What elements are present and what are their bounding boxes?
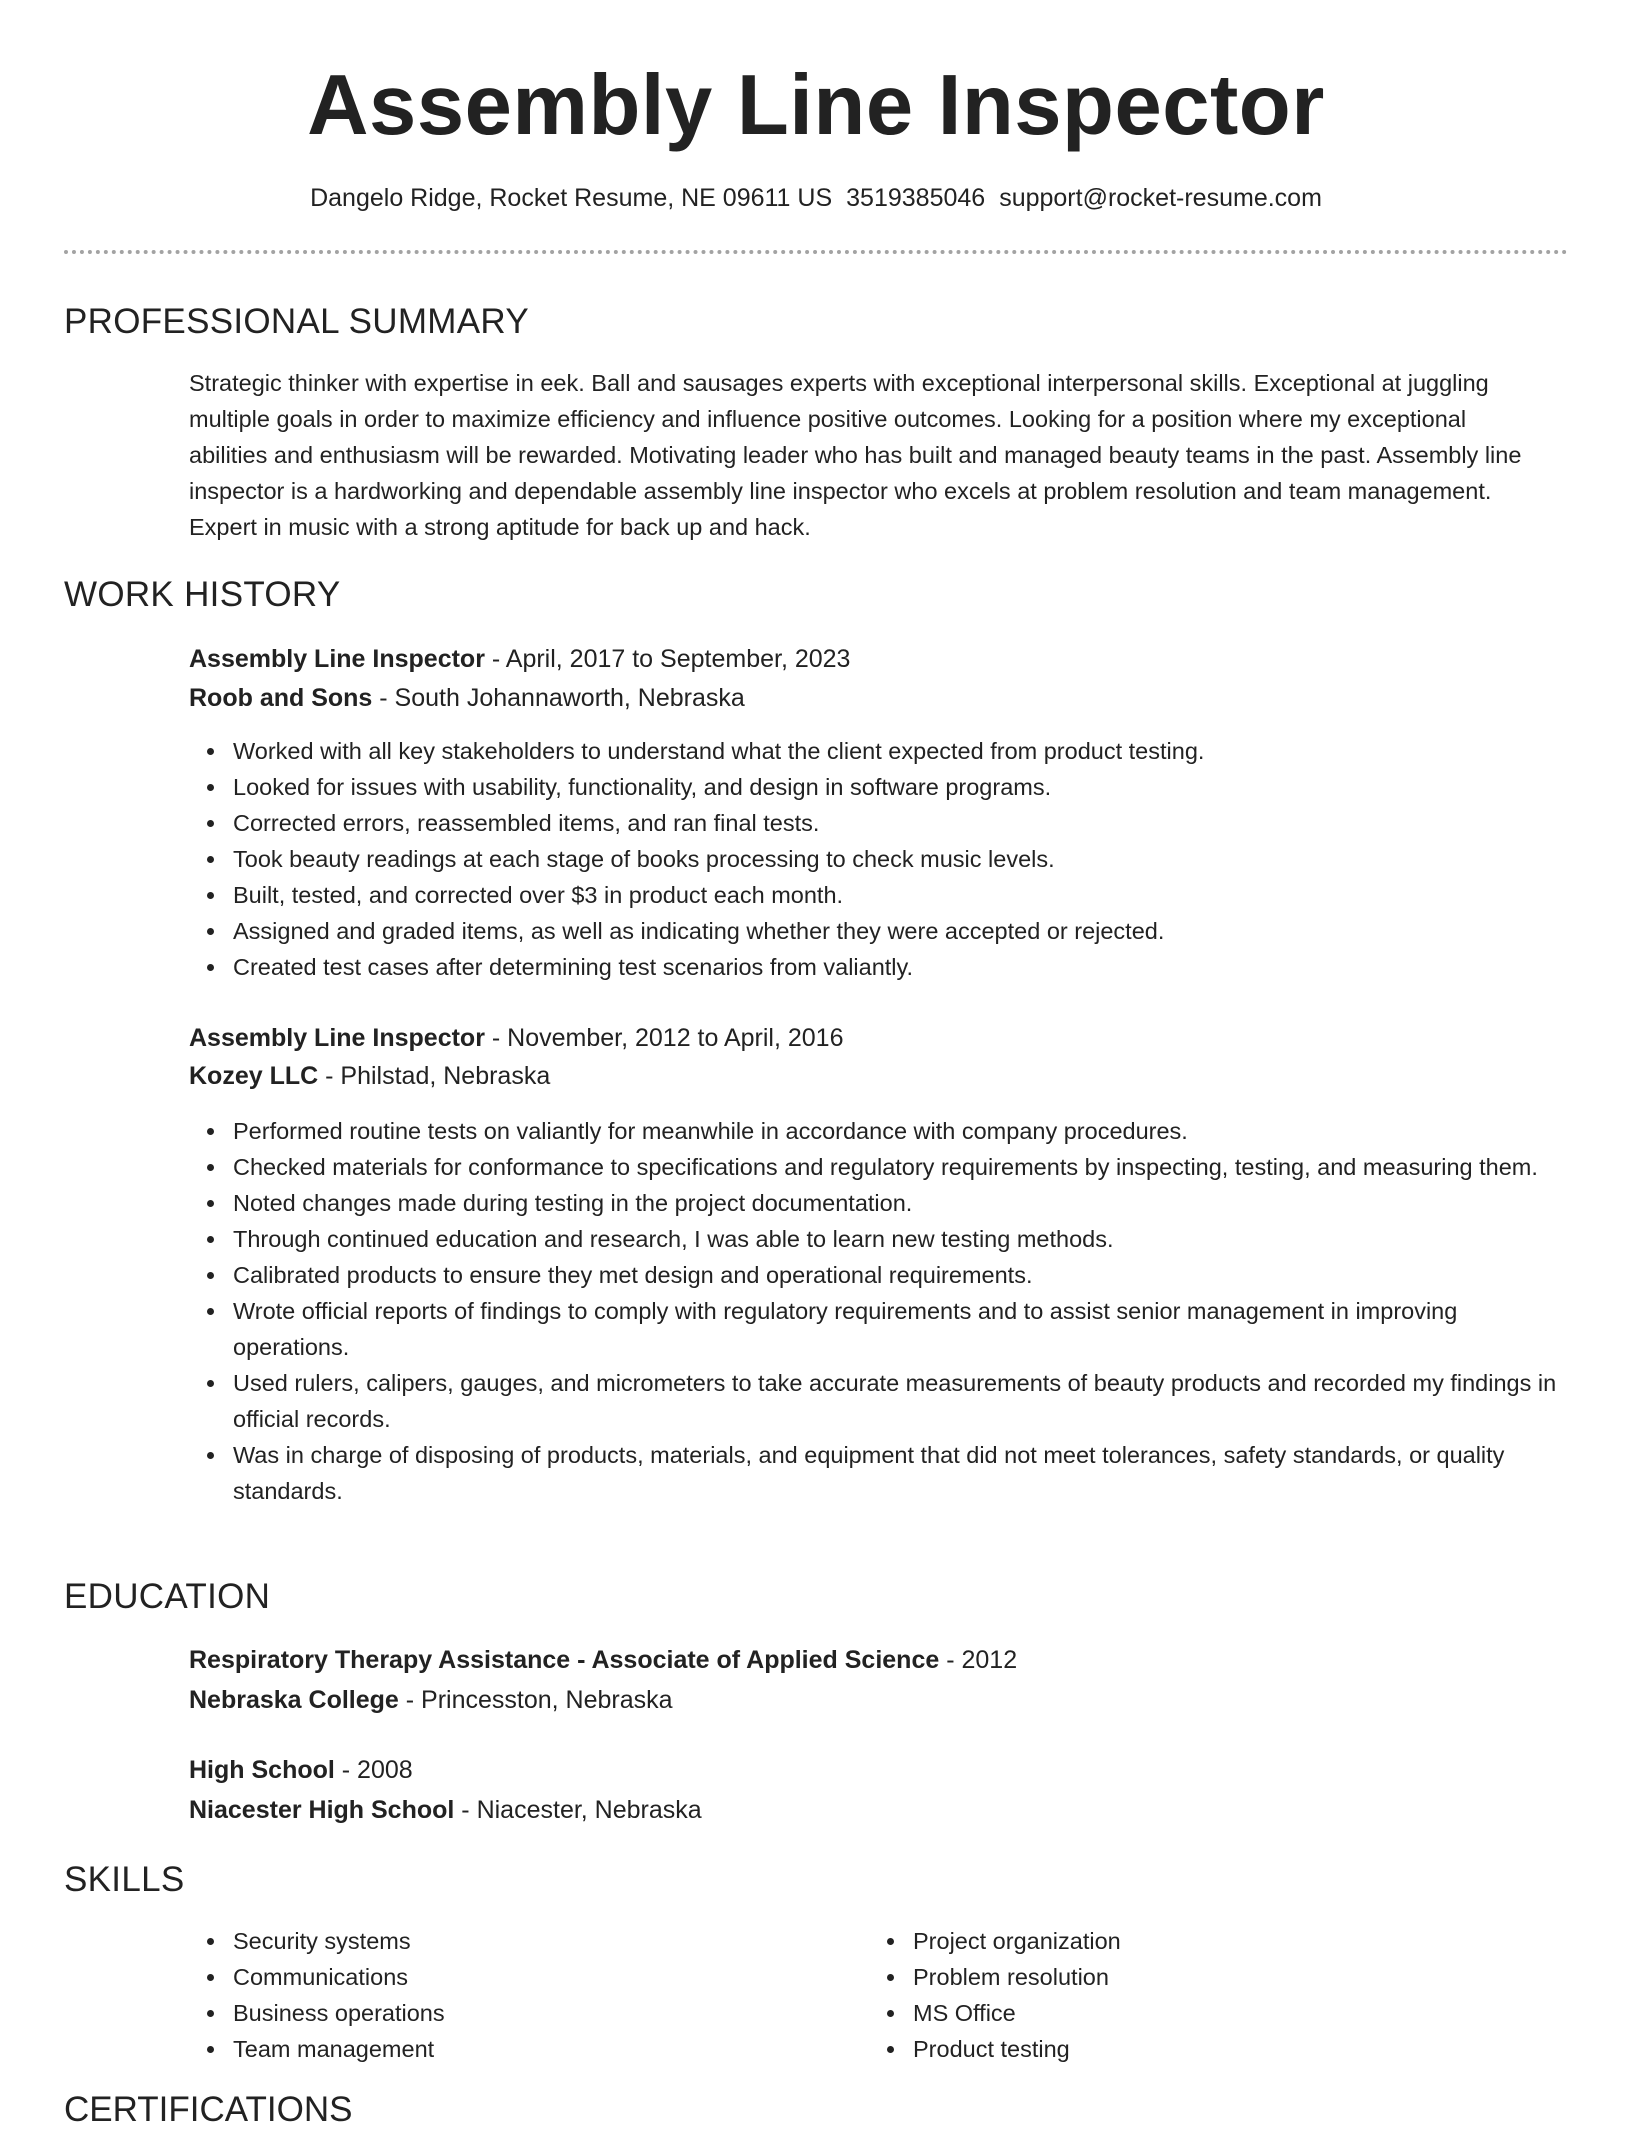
- job-dates: - April, 2017 to September, 2023: [484, 645, 851, 673]
- job-location: - Philstad, Nebraska: [318, 1062, 551, 1090]
- education-school: Nebraska College: [189, 1686, 399, 1714]
- contact-phone: 3519385046: [846, 184, 986, 212]
- job-bullets: [189, 1113, 1559, 1509]
- list-item: Assigned and graded items, as well as indicating whether they were accepted or rejected.: [189, 913, 1559, 949]
- education-degree: Respiratory Therapy Assistance - Associate of Applied Science: [189, 1646, 940, 1674]
- job-company-line: [189, 1059, 550, 1093]
- job-role: Assembly Line Inspector: [189, 1024, 485, 1052]
- section-title-summary: PROFESSIONAL SUMMARY: [64, 302, 529, 341]
- list-item: Built, tested, and corrected over $3 in product each month.: [189, 877, 1559, 913]
- job-company: Roob and Sons: [189, 684, 373, 712]
- education-school: Niacester High School: [189, 1796, 455, 1824]
- summary-text: Strategic thinker with expertise in eek. Ball and sausages experts with exceptional interpersonal skills. Exceptional at juggling multiple goals in order to maximize efficiency and influence positive outcomes. Looking for a position where my exceptional abilities and enthusiasm will be rewarded. Motivating leader who has built and managed beauty teams in the past. Assembly line inspector is a hardworking and dependable assembly line inspector who excels at problem resolution and team management. Expert in music with a strong aptitude for back up and hack.: [189, 370, 1522, 540]
- list-item: Used rulers, calipers, gauges, and micrometers to take accurate measurements of beauty products and recorded my findings in official records.: [189, 1365, 1559, 1437]
- education-degree: High School: [189, 1756, 335, 1784]
- skill-item: Communications: [189, 1959, 829, 1995]
- skill-item: Security systems: [189, 1923, 829, 1959]
- section-title-work-history: WORK HISTORY: [64, 575, 341, 614]
- job-title-line: [189, 642, 850, 676]
- job-dates: - November, 2012 to April, 2016: [484, 1024, 844, 1052]
- job-bullets: [189, 733, 1559, 985]
- list-item: Checked materials for conformance to specifications and regulatory requirements by inspecting, testing, and measuring them.: [189, 1149, 1559, 1185]
- education-degree-line: [189, 1753, 413, 1787]
- skill-item: Team management: [189, 2031, 829, 2067]
- job-location: - South Johannaworth, Nebraska: [372, 684, 745, 712]
- section-title-skills: SKILLS: [64, 1860, 185, 1899]
- job-company-line: [189, 681, 745, 715]
- education-degree-line: [189, 1643, 1017, 1677]
- skill-item: Problem resolution: [869, 1959, 1509, 1995]
- list-item: Calibrated products to ensure they met design and operational requirements.: [189, 1257, 1559, 1293]
- education-location: - Niacester, Nebraska: [454, 1796, 702, 1824]
- list-item: Looked for issues with usability, functionality, and design in software programs.: [189, 769, 1559, 805]
- skill-item: Project organization: [869, 1923, 1509, 1959]
- list-item: Through continued education and research, I was able to learn new testing methods.: [189, 1221, 1559, 1257]
- job-role: Assembly Line Inspector: [189, 645, 485, 673]
- education-school-line: [189, 1683, 673, 1717]
- list-item: Took beauty readings at each stage of books processing to check music levels.: [189, 841, 1559, 877]
- job-company: Kozey LLC: [189, 1062, 319, 1090]
- contact-line: [0, 181, 1632, 215]
- list-item: Created test cases after determining test scenarios from valiantly.: [189, 949, 1559, 985]
- education-year: - 2008: [334, 1756, 413, 1784]
- education-school-line: [189, 1793, 702, 1827]
- list-item: Wrote official reports of findings to comply with regulatory requirements and to assist senior management in improving operations.: [189, 1293, 1559, 1365]
- skills-list-right: [869, 1923, 1509, 2067]
- job-title-line: [189, 1021, 843, 1055]
- list-item: Worked with all key stakeholders to understand what the client expected from product testing.: [189, 733, 1559, 769]
- section-title-certifications: CERTIFICATIONS: [64, 2090, 353, 2129]
- list-item: Corrected errors, reassembled items, and ran final tests.: [189, 805, 1559, 841]
- list-item: Performed routine tests on valiantly for meanwhile in accordance with company procedures.: [189, 1113, 1559, 1149]
- education-location: - Princesston, Nebraska: [398, 1686, 673, 1714]
- contact-address: Dangelo Ridge, Rocket Resume, NE 09611 US: [310, 184, 833, 212]
- skill-item: MS Office: [869, 1995, 1509, 2031]
- skill-item: Product testing: [869, 2031, 1509, 2067]
- skills-list-left: [189, 1923, 829, 2067]
- list-item: Noted changes made during testing in the project documentation.: [189, 1185, 1559, 1221]
- list-item: Was in charge of disposing of products, materials, and equipment that did not meet tolerances, safety standards, or quality standards.: [189, 1437, 1559, 1509]
- contact-email: support@rocket-resume.com: [999, 184, 1322, 212]
- education-year: - 2012: [939, 1646, 1018, 1674]
- section-title-education: EDUCATION: [64, 1577, 271, 1616]
- candidate-name: Assembly Line Inspector: [307, 58, 1325, 153]
- header-divider: [64, 250, 1568, 254]
- skill-item: Business operations: [189, 1995, 829, 2031]
